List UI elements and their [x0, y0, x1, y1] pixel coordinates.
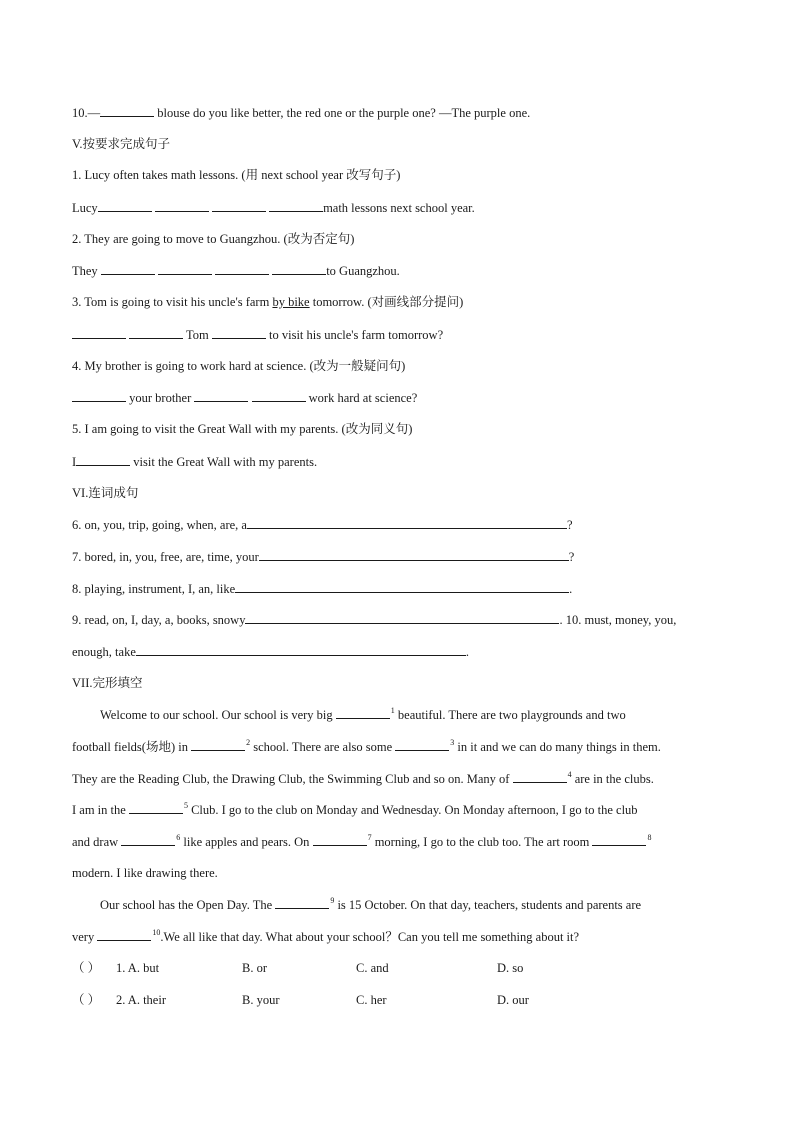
passage-line: Our school has the Open Day. The $^9$ is 15 October. On that day, teachers, students and parents are	[100, 896, 642, 912]
section-title: V.按要求完成句子	[72, 137, 171, 151]
answer-blank[interactable]	[513, 770, 567, 783]
answer-blank[interactable]	[212, 326, 266, 339]
answer-blank[interactable]	[247, 516, 567, 529]
question-7: 7. bored, in, you, free, are, time, your ?	[72, 550, 575, 564]
answer-blank[interactable]	[97, 928, 151, 941]
answer-blank[interactable]	[395, 738, 449, 751]
question-text: 5. I am going to visit the Great Wall with my parents. (改为同义句)	[72, 422, 413, 436]
answer-blank[interactable]	[155, 199, 209, 212]
answer-blank[interactable]	[275, 896, 329, 909]
option-a[interactable]: 1. A. but	[116, 961, 160, 975]
answer-blank[interactable]	[100, 104, 154, 117]
answer-blank[interactable]	[313, 833, 367, 846]
section-title: VII.完形填空	[72, 676, 143, 690]
answer-blank[interactable]	[129, 326, 183, 339]
option-c[interactable]: C. her	[356, 993, 387, 1007]
passage-line: Welcome to our school. Our school is very big $^1$ beautiful. There are two playgrounds and two	[100, 706, 626, 722]
option-d[interactable]: D. so	[497, 961, 524, 975]
option-a[interactable]: 2. A. their	[116, 993, 166, 1007]
option-b[interactable]: B. or	[242, 961, 267, 975]
answer-line: Tom to visit his uncle's farm tomorrow?	[72, 326, 443, 343]
answer-line: I visit the Great Wall with my parents.	[72, 455, 318, 469]
passage-line: very $^{10}$.We all like that day. What about your school？Can you tell me something about it?	[72, 928, 580, 944]
answer-blank[interactable]	[129, 801, 183, 814]
answer-blank[interactable]	[121, 833, 175, 846]
option-d[interactable]: D. our	[497, 993, 529, 1007]
question-text: 1. Lucy often takes math lessons. (用 next school year 改写句子)	[72, 168, 401, 182]
answer-blank[interactable]	[336, 706, 390, 719]
answer-blank[interactable]	[272, 262, 326, 275]
answer-blank[interactable]	[259, 548, 569, 561]
question-10: 10.— blouse do you like better, the red one or the purple one? —The purple one.	[72, 106, 531, 120]
answer-line: They to Guangzhou.	[72, 264, 400, 278]
section-title: VI.连词成句	[72, 486, 139, 500]
question-text: 2. They are going to move to Guangzhou. (改为否定句)	[72, 232, 355, 246]
passage-line: and draw $^6$ like apples and pears. On $^7$ morning, I go to the club too. The art room $^8$	[72, 833, 652, 849]
answer-blank[interactable]	[252, 389, 306, 402]
answer-line: your brother work hard at science?	[72, 389, 417, 406]
answer-line: Lucy math lessons next school year.	[72, 201, 475, 215]
answer-paren[interactable]: （ ）	[72, 961, 101, 975]
answer-blank[interactable]	[158, 262, 212, 275]
option-c[interactable]: C. and	[356, 961, 389, 975]
question-text: 3. Tom is going to visit his uncle's farm by bike tomorrow. (对画线部分提问)	[72, 295, 464, 309]
answer-blank[interactable]	[72, 326, 126, 339]
question-6: 6. on, you, trip, going, when, are, a ?	[72, 518, 573, 532]
passage-line: I am in the $^5$ Club. I go to the club on Monday and Wednesday. On Monday afternoon, I go to the club	[72, 801, 638, 817]
underlined-phrase: by bike	[272, 295, 310, 309]
passage-line: modern. I like drawing there.	[72, 866, 218, 880]
answer-blank[interactable]	[101, 262, 155, 275]
answer-blank[interactable]	[592, 833, 646, 846]
answer-blank[interactable]	[245, 611, 559, 624]
passage-line: football fields(场地) in $^2$ school. There are also some $^3$ in it and we can do many things in them.	[72, 738, 661, 754]
option-b[interactable]: B. your	[242, 993, 280, 1007]
question-9: 9. read, on, I, day, a, books, snowy . 10. must, money, you,	[72, 613, 677, 627]
answer-blank[interactable]	[98, 199, 152, 212]
answer-blank[interactable]	[194, 389, 248, 402]
answer-blank[interactable]	[235, 580, 569, 593]
answer-blank[interactable]	[269, 199, 323, 212]
answer-paren[interactable]: （ ）	[72, 993, 101, 1007]
answer-blank[interactable]	[191, 738, 245, 751]
passage-line: They are the Reading Club, the Drawing Club, the Swimming Club and so on. Many of $^4$ are in the clubs.	[72, 770, 654, 786]
answer-blank[interactable]	[215, 262, 269, 275]
answer-blank[interactable]	[76, 453, 130, 466]
question-8: 8. playing, instrument, I, an, like .	[72, 582, 573, 596]
question-10-cont: enough, take .	[72, 645, 469, 659]
answer-blank[interactable]	[136, 643, 466, 656]
question-text: 4. My brother is going to work hard at science. (改为一般疑问句)	[72, 359, 406, 373]
answer-blank[interactable]	[212, 199, 266, 212]
answer-blank[interactable]	[72, 389, 126, 402]
